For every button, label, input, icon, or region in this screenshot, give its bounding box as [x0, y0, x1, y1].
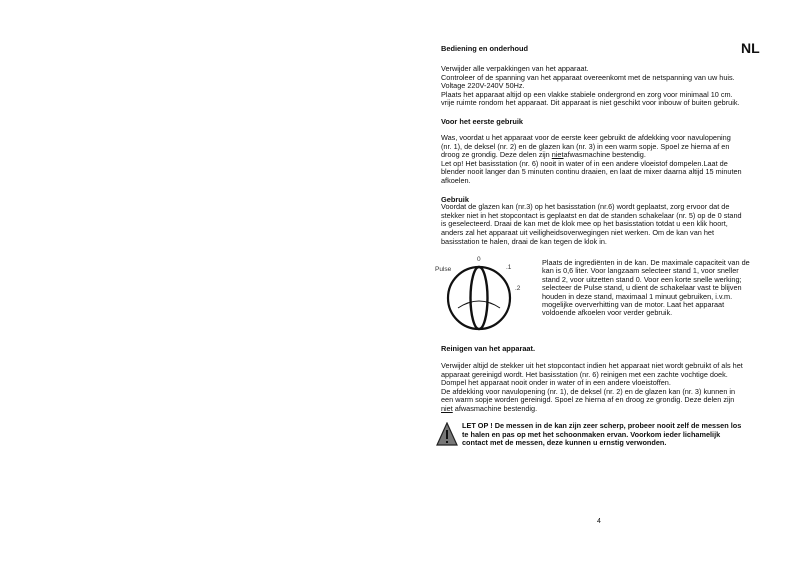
text-line: LET OP ! De messen in de kan zijn zeer scherp, probeer nooit zelf de messen los [462, 421, 742, 430]
speed-dial-diagram [432, 252, 542, 334]
text-line: anders zal het apparaat uit veiligheidsoverwegingen niet werken. Om de kan van het [441, 227, 714, 237]
warning-triangle-icon [436, 422, 458, 446]
text-line: voldoende afkoelen voor verder gebruik. [542, 308, 673, 318]
text-line: vrije ruimte rondom het apparaat. Dit apparaat is niet geschikt voor inbouw of buiten gebruik. [441, 98, 740, 108]
text-line: basisstation te halen, draai de kan tegen de klok in. [441, 237, 607, 247]
text-line: Let op! Het basisstation (nr. 6) nooit in water of in een andere vloeistof dompelen.Laat de [441, 158, 728, 168]
text-line: selecteer de Pulse stand, u dient de schakelaar vast te blijven [542, 283, 742, 293]
text-line: Verwijder altijd de stekker uit het stopcontact indien het apparaat niet wordt gebruikt of als het [441, 361, 743, 370]
text-line [441, 405, 743, 414]
text-line: afkoelen. [441, 175, 471, 185]
text-line: apparaat gereinigd wordt. Het basisstation (nr. 6) reinigen met een zachte vochtige doek. [441, 369, 728, 379]
text-line: stand 2, voor uitzetten stand 0. Voor een korte snelle werking; [542, 274, 742, 284]
dial-label-1: .1 [506, 264, 512, 271]
text-segment: droog ze grondig. Deze delen zijn [441, 150, 552, 160]
underlined-word: niet [551, 150, 564, 160]
language-badge: NL [741, 40, 760, 56]
dial-label-0: 0 [477, 256, 481, 263]
paragraph-eerste-gebruik [441, 134, 742, 185]
text-line: Voltage 220V-240V 50Hz. [441, 81, 525, 91]
dial-label-pulse: Pulse [435, 266, 452, 273]
page-number: 4 [597, 518, 601, 525]
text-line: mogelijke oververhitting van de motor. Laat het apparaat [542, 300, 725, 310]
dial-arc [458, 301, 500, 308]
section-title-eerste-gebruik: Voor het eerste gebruik [441, 117, 524, 126]
text-line: stekker niet in het stopcontact is geplaatst en dat de standen schakelaar (nr. 5) op de 0 stand [441, 210, 742, 220]
text-line: Verwijder alle verpakkingen van het apparaat. [441, 64, 589, 73]
text-line: blender nooit langer dan 5 minuten continu draaien, en laat de mixer daarna altijd 15 minuten [441, 167, 742, 177]
text-line: contact met de messen, deze kunnen u ernstig verwonden. [462, 438, 667, 448]
section-title-gebruik: Gebruik [441, 195, 469, 204]
text-line: De afdekking voor navulopening (nr. 1), de deksel (nr. 2) en de glazen kan (nr. 3) kunnen in [441, 386, 736, 396]
text-line: Was, voordat u het apparaat voor de eerste keer gebruikt de afdekking voor navulopening [441, 133, 731, 142]
dial-knob [471, 267, 488, 329]
dial-label-2: .2 [515, 285, 521, 292]
paragraph-gebruik [441, 203, 742, 247]
text-line: Plaats het apparaat altijd op een vlakke stabiele ondergrond en zorg voor minimaal 10 cm. [441, 89, 733, 99]
text-line: houden in deze stand, maximaal 1 minuut gebruiken, i.v.m. [542, 291, 733, 301]
text-line: een warm sopje worden gereinigd. Spoel ze hierna af en droog ze grondig. Deze delen zijn [441, 395, 735, 405]
warning-text [462, 422, 741, 448]
text-line: Controleer of de spanning van het apparaat overeenkomt met de netspanning van uw huis. [441, 72, 735, 82]
text-line: Plaats de ingrediënten in de kan. De maximale capaciteit van de [542, 258, 750, 267]
section-title-reinigen: Reinigen van het apparaat. [441, 344, 536, 353]
text-line: Voordat de glazen kan (nr.3) op het basisstation (nr.6) wordt geplaatst, zorg ervoor dat de [441, 202, 730, 211]
text-line: kan is 0,6 liter. Voor langzaam selecteer stand 1, voor sneller [542, 266, 739, 276]
text-line: (nr. 1), de deksel (nr. 2) en de glazen kan (nr. 3) in een warm sopje. Spoel ze hierna af en [441, 141, 730, 151]
dial-outer-circle [448, 267, 510, 329]
text-line: te halen en pas op met het schoonmaken ervan. Voorkom ieder lichamelijk [462, 429, 721, 439]
paragraph-bediening [441, 65, 740, 108]
text-line: Dompel het apparaat nooit onder in water of in een andere vloeistoffen. [441, 378, 671, 388]
paragraph-reinigen [441, 362, 743, 413]
underlined-word: niet [441, 403, 453, 413]
section-title-bediening: Bediening en onderhoud [441, 44, 529, 53]
text-segment: afwasmachine bestendig. [452, 403, 538, 413]
text-line: is geselecteerd. Draai de kan met de klok mee op het basisstation totdat u een klik hoort, [441, 219, 728, 229]
paragraph-gebruik-dial [542, 259, 750, 318]
text-segment: afwasmachine bestendig. [563, 150, 646, 160]
